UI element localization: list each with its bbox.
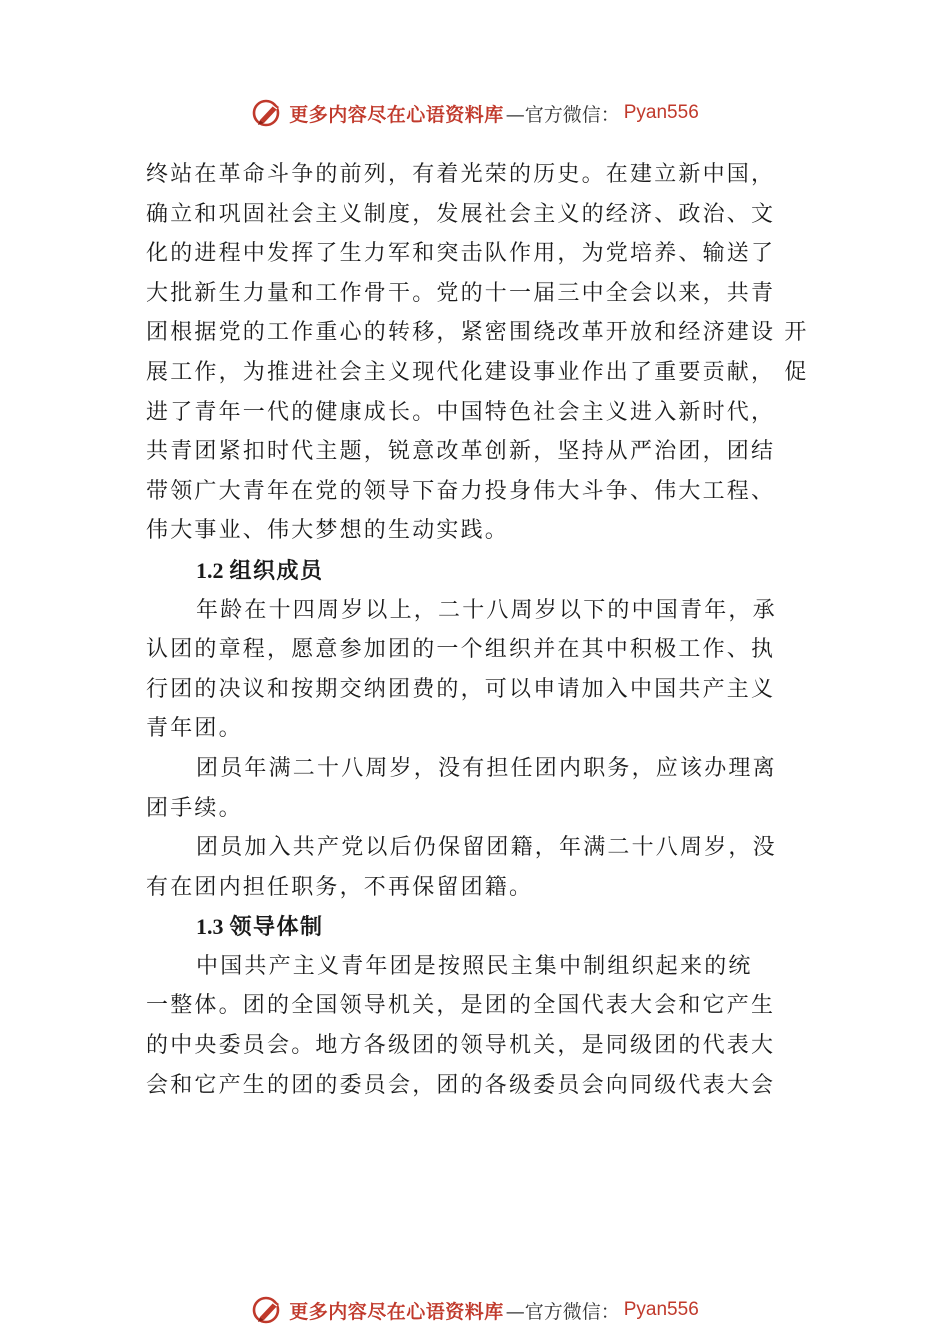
text-line: 有在团内担任职务，不再保留团籍。 xyxy=(146,874,534,900)
pen-logo-icon xyxy=(251,96,285,130)
text-line: 团员年满二十八周岁，没有担任团内职务，应该办理离 xyxy=(196,755,777,781)
text-line: 共青团紧扣时代主题，锐意改革创新，坚持从严治团，团结 xyxy=(146,439,776,465)
section-number: 1.3 xyxy=(196,914,224,940)
header-slogan: 更多内容尽在心语资料库 xyxy=(289,103,504,126)
text-line: 认团的章程，愿意参加团的一个组织并在其中积极工作、执 xyxy=(146,637,776,663)
footer-wechat-label: —官方微信： xyxy=(505,1300,620,1323)
paragraph-membership-eligibility xyxy=(146,591,836,749)
text-line: 大批新生力量和工作骨干。党的十一届三中全会以来，共青 xyxy=(146,280,776,306)
text-line: 青年团。 xyxy=(146,716,243,742)
text-line: 年龄在十四周岁以上，二十八周岁以下的中国青年，承 xyxy=(196,597,777,623)
paragraph-party-members xyxy=(146,828,836,907)
footer-banner xyxy=(0,1290,950,1330)
text-line: 中国共产主义青年团是按照民主集中制组织起来的统 xyxy=(196,953,753,979)
text-line: 终站在革命斗争的前列，有着光荣的历史。在建立新中国， xyxy=(146,162,776,187)
text-line: 团根据党的工作重心的转移，紧密围绕改革开放和经济建设 开 xyxy=(146,320,809,346)
footer-slogan: 更多内容尽在心语资料库 xyxy=(289,1300,504,1323)
pen-logo-icon xyxy=(251,1293,285,1327)
paragraph-history xyxy=(146,155,836,551)
text-line: 会和它产生的团的委员会，团的各级委员会向同级代表大会 xyxy=(146,1072,776,1098)
paragraph-leadership-structure xyxy=(146,947,836,1105)
text-line: 的中央委员会。地方各级团的领导机关，是同级团的代表大 xyxy=(146,1033,776,1059)
section-heading-leadership xyxy=(146,907,836,947)
footer-wechat-id: Pyan556 xyxy=(623,1299,699,1320)
text-line: 一整体。团的全国领导机关，是团的全国代表大会和它产生 xyxy=(146,993,776,1019)
text-line: 带领广大青年在党的领导下奋力投身伟大斗争、伟大工程、 xyxy=(146,478,776,504)
text-line: 团手续。 xyxy=(146,795,243,821)
text-line: 展工作，为推进社会主义现代化建设事业作出了重要贡献， 促 xyxy=(146,359,809,385)
paragraph-age-limit xyxy=(146,749,836,828)
text-line: 化的进程中发挥了生力军和突击队作用，为党培养、输送了 xyxy=(146,241,776,267)
text-line: 伟大事业、伟大梦想的生动实践。 xyxy=(146,518,510,544)
text-line: 团员加入共产党以后仍保留团籍，年满二十八周岁，没 xyxy=(196,835,777,861)
header-banner xyxy=(0,93,950,133)
section-number: 1.2 xyxy=(196,557,224,583)
section-heading-members xyxy=(146,551,836,591)
section-title: 组织成员 xyxy=(229,557,324,584)
section-title: 领导体制 xyxy=(229,914,324,941)
text-line: 确立和巩固社会主义制度，发展社会主义的经济、政治、文 xyxy=(146,201,776,227)
text-line: 进了青年一代的健康成长。中国特色社会主义进入新时代， xyxy=(146,399,776,425)
header-wechat-label: —官方微信： xyxy=(505,103,620,126)
header-wechat-id: Pyan556 xyxy=(623,102,699,123)
text-line: 行团的决议和按期交纳团费的，可以申请加入中国共产主义 xyxy=(146,676,776,702)
document-body xyxy=(146,155,836,1105)
